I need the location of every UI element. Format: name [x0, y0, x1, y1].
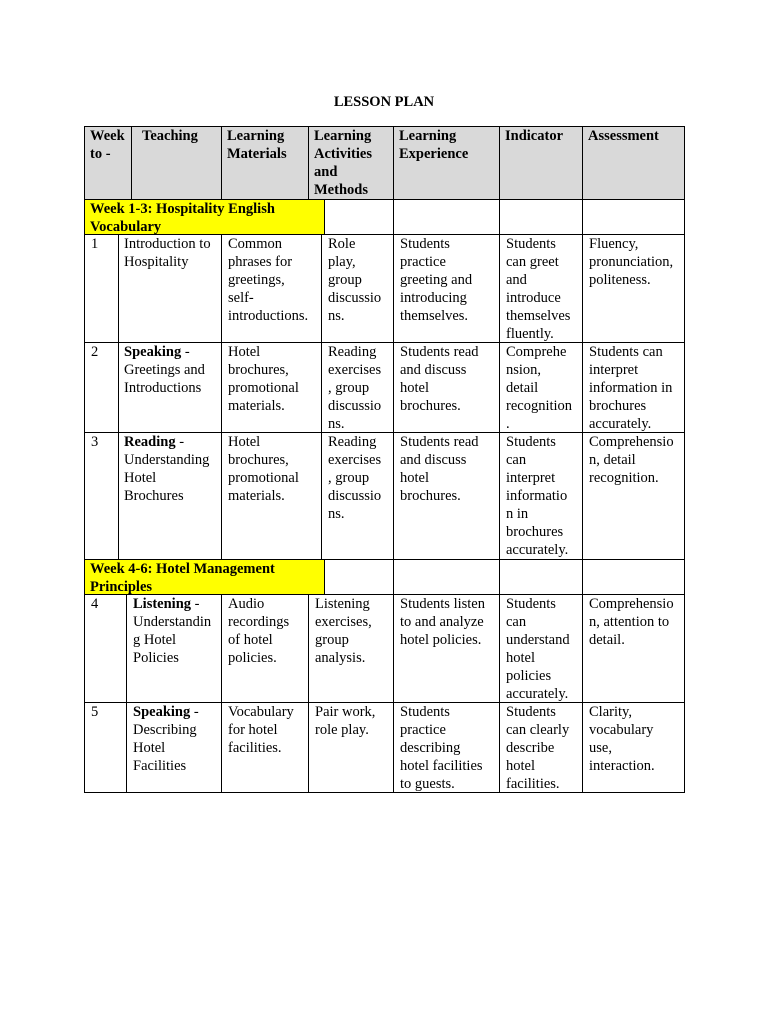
section-empty-cell [393, 559, 500, 595]
row-1-teaching: Introduction to Hospitality [118, 234, 222, 343]
row-4-experience: Students listen to and analyze hotel policies. [393, 594, 500, 703]
header-assessment: Assessment [582, 126, 685, 200]
row-4-indicator: Students can understand hotel policies accurately. [499, 594, 583, 703]
row-3-activities: Reading exercises , group discussio ns. [321, 432, 394, 560]
row-2-teaching: Speaking - Greetings and Introductions [118, 342, 222, 433]
row-2-week: 2 [84, 342, 119, 433]
row-3-materials: Hotel brochures, promotional materials. [221, 432, 322, 560]
header-week: Week to - [84, 126, 132, 200]
section-empty-cell [499, 199, 583, 235]
section-empty-cell [324, 559, 394, 595]
section-empty-cell [324, 199, 394, 235]
row-2-indicator: Comprehe nsion, detail recognition . [499, 342, 583, 433]
header-experience: Learning Experience [393, 126, 500, 200]
row-3-indicator: Students can interpret informatio n in brochures accurately. [499, 432, 583, 560]
row-3-teaching: Reading - Understanding Hotel Brochures [118, 432, 222, 560]
row-1-assessment: Fluency, pronunciation, politeness. [582, 234, 685, 343]
section-empty-cell [499, 559, 583, 595]
row-5-teaching: Speaking - Describing Hotel Facilities [126, 702, 222, 793]
row-5-week: 5 [84, 702, 127, 793]
row-5-indicator: Students can clearly describe hotel facilities. [499, 702, 583, 793]
row-4-materials: Audio recordings of hotel policies. [221, 594, 309, 703]
row-5-assessment: Clarity, vocabulary use, interaction. [582, 702, 685, 793]
header-materials: Learning Materials [221, 126, 309, 200]
row-1-experience: Students practice greeting and introducing themselves. [393, 234, 500, 343]
row-1-materials: Common phrases for greetings, self- introductions. [221, 234, 322, 343]
header-activities: Learning Activities and Methods [308, 126, 394, 200]
header-teaching: Teaching [131, 126, 222, 200]
section-week-4-6: Week 4-6: Hotel Management Principles [84, 559, 325, 595]
row-5-experience: Students practice describing hotel facilities to guests. [393, 702, 500, 793]
row-4-teaching: Listening - Understandin g Hotel Policies [126, 594, 222, 703]
section-week-1-3: Week 1-3: Hospitality English Vocabulary [84, 199, 325, 235]
row-3-week: 3 [84, 432, 119, 560]
row-2-activities: Reading exercises , group discussio ns. [321, 342, 394, 433]
row-4-assessment: Comprehensio n, attention to detail. [582, 594, 685, 703]
section-empty-cell [582, 559, 685, 595]
row-1-indicator: Students can greet and introduce themselves fluently. [499, 234, 583, 343]
row-2-experience: Students read and discuss hotel brochures. [393, 342, 500, 433]
row-4-week: 4 [84, 594, 127, 703]
section-empty-cell [582, 199, 685, 235]
row-2-materials: Hotel brochures, promotional materials. [221, 342, 322, 433]
row-4-activities: Listening exercises, group analysis. [308, 594, 394, 703]
section-empty-cell [393, 199, 500, 235]
row-3-experience: Students read and discuss hotel brochures. [393, 432, 500, 560]
page-title: LESSON PLAN [333, 94, 435, 110]
row-3-assessment: Comprehensio n, detail recognition. [582, 432, 685, 560]
row-2-assessment: Students can interpret information in brochures accurately. [582, 342, 685, 433]
row-5-materials: Vocabulary for hotel facilities. [221, 702, 309, 793]
row-1-week: 1 [84, 234, 119, 343]
row-1-activities: Role play, group discussio ns. [321, 234, 394, 343]
header-indicator: Indicator [499, 126, 583, 200]
row-5-activities: Pair work, role play. [308, 702, 394, 793]
